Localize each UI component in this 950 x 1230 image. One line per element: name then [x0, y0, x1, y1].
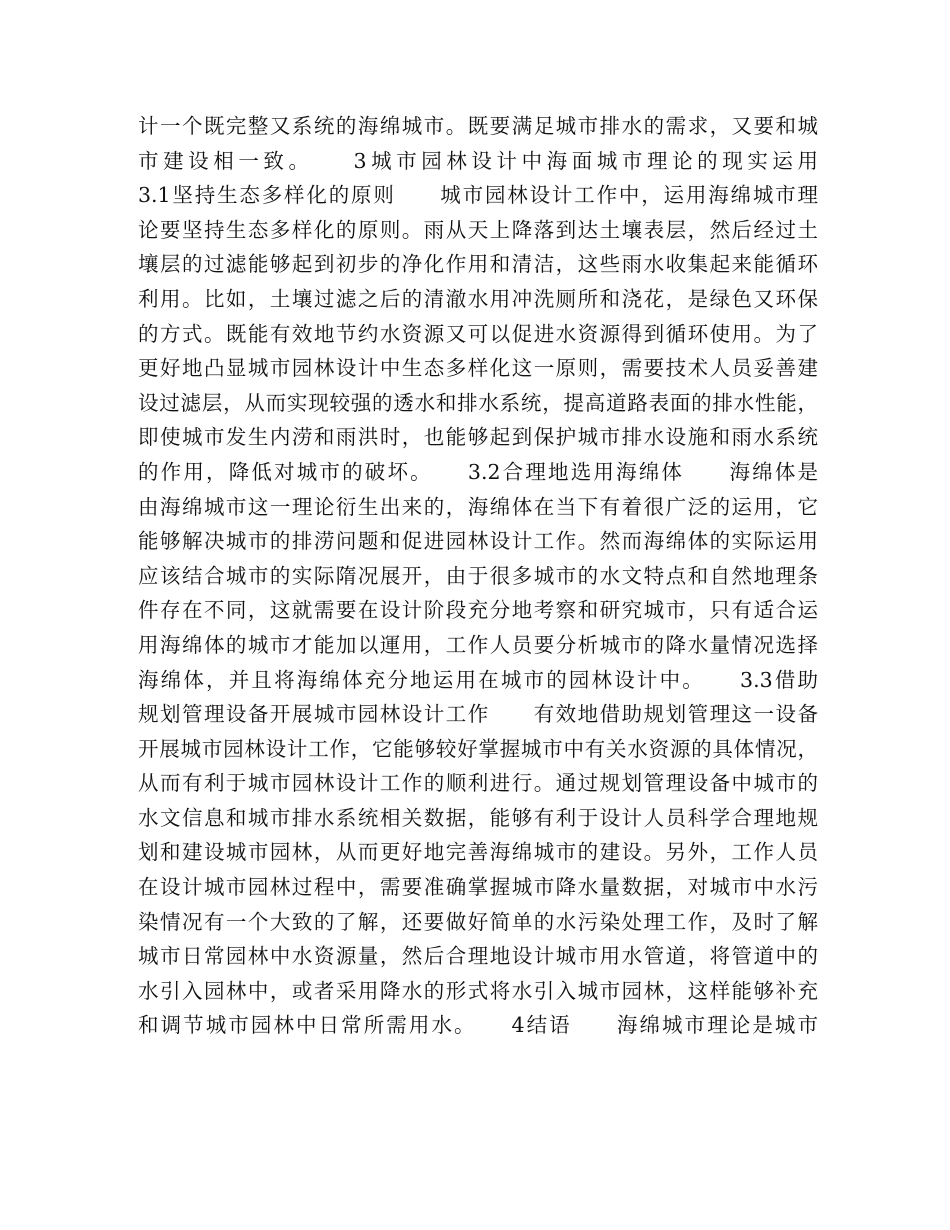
text-line-25: 城市日常园林中水资源量，然后合理地设计城市用水管道，将管道中的: [138, 944, 818, 969]
text-line-13: 能够解决城市的排涝问题和促进园林设计工作。然而海绵体的实际运用: [138, 529, 818, 554]
text-line-8: 更好地凸显城市园林设计中生态多样化这一原则，需要技术人员妥善建: [138, 356, 818, 381]
text-line-16: 用海绵体的城市才能加以運用，工作人员要分析城市的降水量情况选择: [138, 632, 818, 657]
text-line-22: 划和建设城市园林，从而更好地完善海绵城市的建设。另外，工作人员: [138, 840, 818, 865]
text-line-6: 利用。比如，土壤过滤之后的清澈水用冲洗厕所和浇花，是绿色又环保: [138, 286, 818, 311]
text-line-1: 计一个既完整又系统的海绵城市。既要满足城市排水的需求，又要和城: [138, 114, 818, 138]
text-line-14: 应该结合城市的实际隋况展开，由于很多城市的水文特点和自然地理条: [138, 563, 818, 588]
text-line-9: 设过滤层，从而实现较强的透水和排水系统，提高道路表面的排水性能，: [138, 390, 818, 415]
text-line-12: 由海绵城市这一理论衍生出来的，海绵体在当下有着很广泛的运用，它: [138, 494, 818, 519]
text-line-3: 3.1坚持生态多样化的原则 城市园林设计工作中，运用海绵城市理: [138, 183, 818, 208]
body-text: [138, 109, 818, 1043]
text-line-26: 水引入园林中，或者采用降水的形式将水引入城市园林，这样能够补充: [138, 978, 818, 1003]
text-line-15: 件存在不同，这就需要在设计阶段充分地考察和研究城市，只有适合运: [138, 598, 818, 623]
text-line-18: 规划管理设备开展城市园林设计工作 有效地借助规划管理这一设备: [138, 702, 818, 727]
text-line-19: 开展城市园林设计工作，它能够较好掌握城市中有关水资源的具体情况，: [138, 736, 818, 761]
text-line-23: 在设计城市园林过程中，需要准确掌握城市降水量数据，对城市中水污: [138, 875, 818, 900]
text-line-27: 和调节城市园林中日常所需用水。 4结语 海绵城市理论是城市: [138, 1013, 818, 1038]
text-line-20: 从而有利于城市园林设计工作的顺利进行。通过规划管理设备中城市的: [138, 771, 818, 796]
text-line-4: 论要坚持生态多样化的原则。雨从天上降落到达土壤表层，然后经过土: [138, 217, 818, 242]
text-line-24: 染情况有一个大致的了解，还要做好简单的水污染处理工作，及时了解: [138, 909, 818, 934]
text-line-5: 壤层的过滤能够起到初步的净化作用和清洁，这些雨水收集起来能循环: [138, 252, 818, 277]
text-line-2: 市建设相一致。 3城市园林设计中海面城市理论的现实运用: [138, 148, 818, 173]
text-line-11: 的作用，降低对城市的破坏。 3.2合理地选用海绵体 海绵体是: [138, 459, 818, 484]
text-line-21: 水文信息和城市排水系统相关数据，能够有利于设计人员科学合理地规: [138, 805, 818, 830]
text-line-17: 海绵体，并且将海绵体充分地运用在城市的园林设计中。 3.3借助: [138, 667, 818, 692]
text-line-10: 即使城市发生内涝和雨洪时，也能够起到保护城市排水设施和雨水系统: [138, 425, 818, 450]
text-line-7: 的方式。既能有效地节约水资源又可以促进水资源得到循环使用。为了: [138, 321, 818, 346]
